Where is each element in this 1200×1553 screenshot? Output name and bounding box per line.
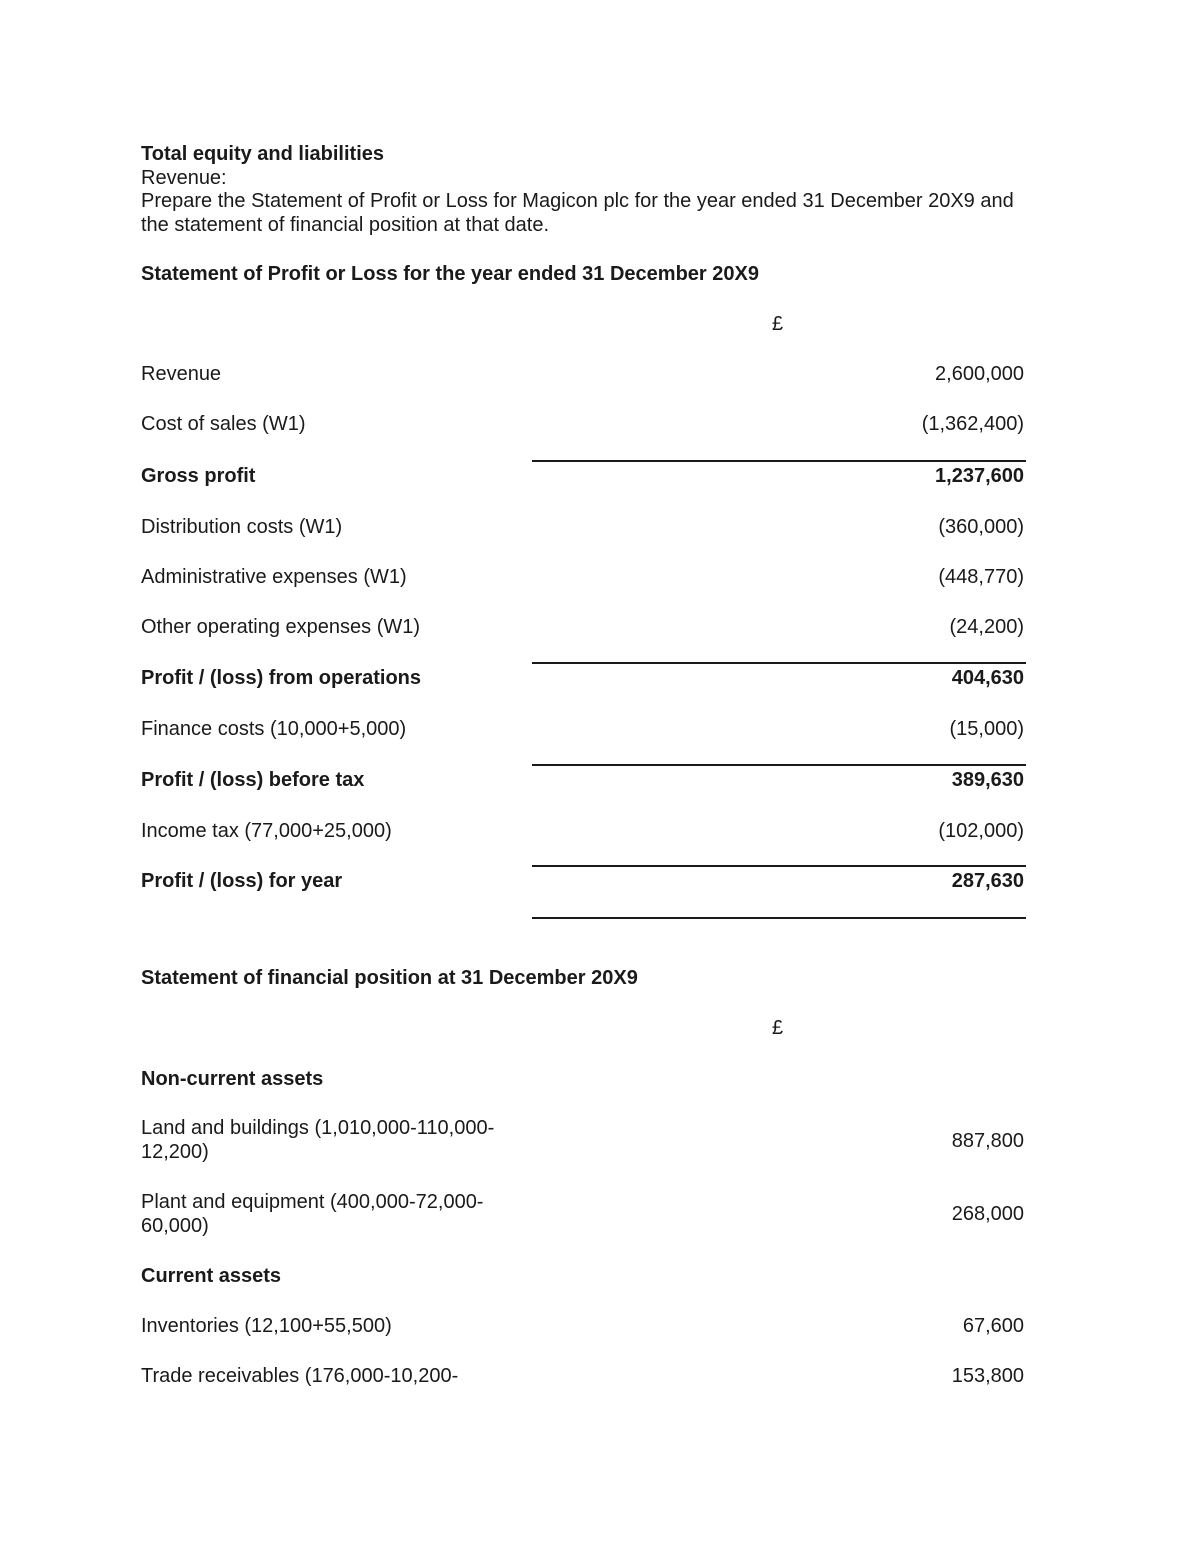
sfp-amount-plant-equipment: 268,000 <box>951 1203 1024 1225</box>
sfp-label-inventories: Inventories (12,100+55,500) <box>141 1315 392 1337</box>
pl-row-amount-cost-of-sales: (1,362,400) <box>921 413 1024 435</box>
pl-row-amount-distribution: (360,000) <box>938 516 1024 538</box>
sfp-currency-symbol: £ <box>772 1017 784 1039</box>
pl-row-amount-income-tax: (102,000) <box>938 820 1024 842</box>
sfp-amount-inventories: 67,600 <box>962 1315 1024 1337</box>
pl-row-amount-finance-costs: (15,000) <box>949 718 1024 740</box>
sfp-label-plant-equipment: Plant and equipment (400,000-72,000-60,000) <box>141 1191 484 1237</box>
pl-row-label-profit-before-tax: Profit / (loss) before tax <box>141 769 365 791</box>
subtotal-rule <box>532 460 1026 462</box>
pl-row-amount-other-operating: (24,200) <box>949 616 1024 638</box>
pl-row-label-profit-for-year: Profit / (loss) for year <box>141 870 343 892</box>
pl-row-amount-admin: (448,770) <box>938 566 1024 588</box>
pl-heading: Statement of Profit or Loss for the year ended 31 December 20X9 <box>141 263 759 285</box>
sfp-label-trade-receivables: Trade receivables (176,000-10,200- <box>141 1365 459 1387</box>
pl-row-amount-profit-before-tax: 389,630 <box>951 769 1024 791</box>
pl-row-amount-profit-operations: 404,630 <box>951 667 1024 689</box>
pl-row-label-distribution: Distribution costs (W1) <box>141 516 343 538</box>
pl-row-label-profit-operations: Profit / (loss) from operations <box>141 667 422 689</box>
pl-currency-symbol: £ <box>772 313 784 335</box>
pl-row-label-income-tax: Income tax (77,000+25,000) <box>141 820 392 842</box>
subtotal-rule <box>532 662 1026 664</box>
pl-row-label-other-operating: Other operating expenses (W1) <box>141 616 421 638</box>
subtotal-rule <box>532 764 1026 766</box>
pl-row-label-revenue: Revenue <box>141 363 222 385</box>
pl-row-label-cost-of-sales: Cost of sales (W1) <box>141 413 306 435</box>
pl-row-amount-profit-for-year: 287,630 <box>951 870 1024 892</box>
intro-revenue-line: Revenue: <box>141 167 227 189</box>
pl-row-amount-gross-profit: 1,237,600 <box>935 465 1024 487</box>
intro-instruction-line-2: the statement of financial position at that date. <box>141 214 550 236</box>
pl-row-label-admin: Administrative expenses (W1) <box>141 566 407 588</box>
sfp-heading: Statement of financial position at 31 December 20X9 <box>141 967 638 989</box>
sfp-amount-land-buildings: 887,800 <box>951 1130 1024 1152</box>
pl-row-amount-revenue: 2,600,000 <box>935 363 1024 385</box>
total-rule <box>532 917 1026 919</box>
intro-instruction-line: Prepare the Statement of Profit or Loss for Magicon plc for the year ended 31 December 20X9 and <box>141 190 1014 212</box>
subtotal-rule <box>532 865 1026 867</box>
sfp-label-land-buildings: Land and buildings (1,010,000-110,000-12,200) <box>141 1117 495 1163</box>
pl-row-label-finance-costs: Finance costs (10,000+5,000) <box>141 718 407 740</box>
section-title: Total equity and liabilities <box>141 143 384 165</box>
pl-row-label-gross-profit: Gross profit <box>141 465 256 487</box>
sfp-current-heading: Current assets <box>141 1265 282 1287</box>
sfp-amount-trade-receivables: 153,800 <box>951 1365 1024 1387</box>
sfp-non-current-heading: Non-current assets <box>141 1068 324 1090</box>
